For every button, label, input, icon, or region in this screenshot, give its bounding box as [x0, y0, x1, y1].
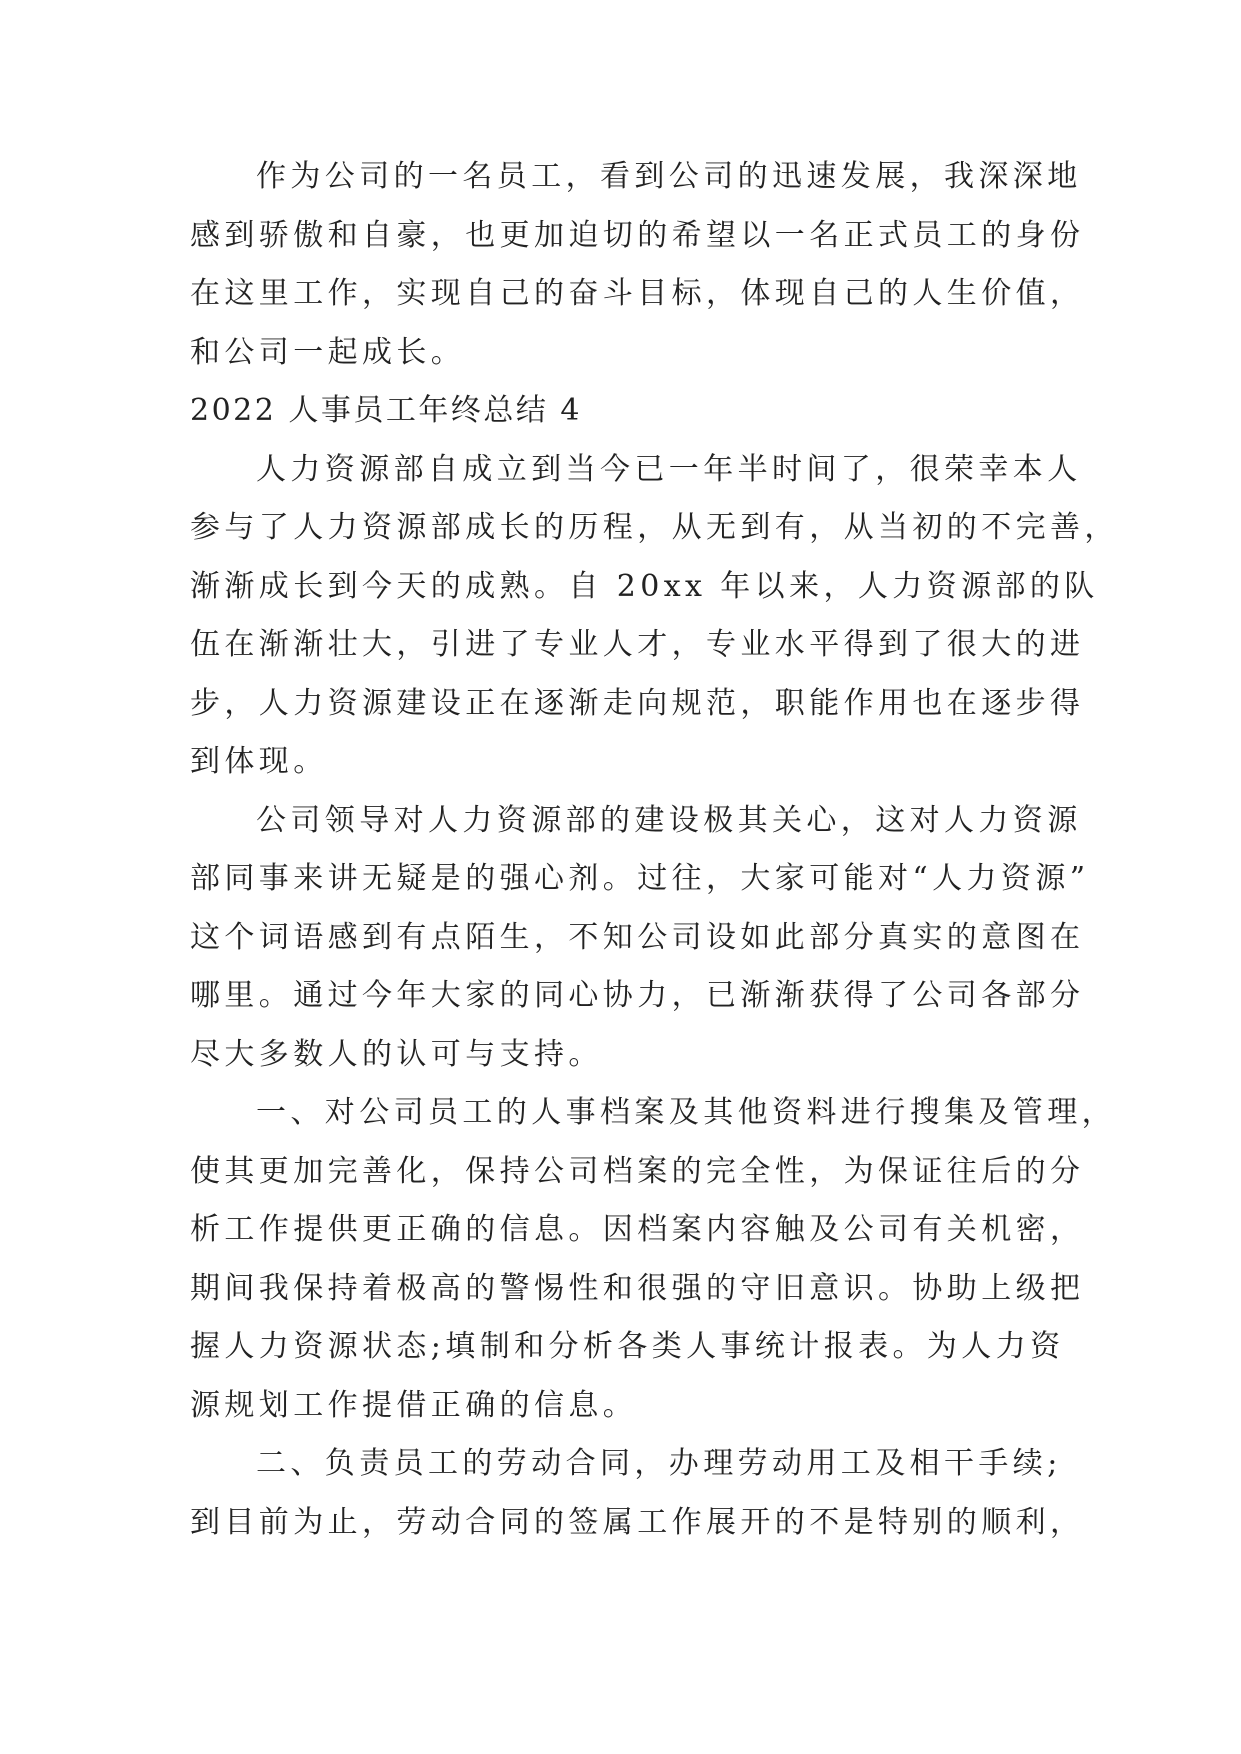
- paragraph-line: 公司领导对人力资源部的建设极其关心，这对人力资源: [256, 802, 1082, 838]
- paragraph-line: 握人力资源状态;填制和分析各类人事统计报表。为人力资: [190, 1329, 1065, 1364]
- paragraph-line: 源规划工作提借正确的信息。: [190, 1387, 638, 1423]
- paragraph-line: 在这里工作，实现自己的奋斗目标，体现自己的人生价值，: [190, 276, 1085, 311]
- section-heading: 2022 人事员工年终总结 4: [190, 393, 583, 428]
- paragraph-line: 参与了人力资源部成长的历程，从无到有，从当初的不完善，: [190, 510, 1119, 545]
- paragraph-line: 伍在渐渐壮大，引进了专业人才，专业水平得到了很大的进: [190, 627, 1085, 662]
- paragraph-line: 部同事来讲无疑是的强心剂。过往，大家可能对“人力资源”: [190, 861, 1090, 896]
- paragraph-line: 一、对公司员工的人事档案及其他资料进行搜集及管理，: [256, 1095, 1116, 1130]
- paragraph-line: 步，人力资源建设正在逐渐走向规范，职能作用也在逐步得: [190, 685, 1085, 721]
- paragraph-line: 到目前为止，劳动合同的签属工作展开的不是特别的顺利，: [190, 1504, 1085, 1540]
- paragraph-line: 人力资源部自成立到当今已一年半时间了，很荣幸本人: [256, 451, 1082, 487]
- paragraph-line: 尽大多数人的认可与支持。: [190, 1036, 603, 1072]
- paragraph-line: 析工作提供更正确的信息。因档案内容触及公司有关机密，: [190, 1212, 1085, 1247]
- paragraph-line: 这个词语感到有点陌生，不知公司设如此部分真实的意图在: [190, 919, 1085, 955]
- paragraph-line: 哪里。通过今年大家的同心协力，已渐渐获得了公司各部分: [190, 978, 1085, 1013]
- paragraph-line: 期间我保持着极高的警惕性和很强的守旧意识。协助上级把: [190, 1270, 1085, 1306]
- paragraph-line: 到体现。: [190, 744, 328, 779]
- paragraph-line: 渐渐成长到今天的成熟。自 20xx 年以来，人力资源部的队: [190, 568, 1099, 604]
- paragraph-line: 感到骄傲和自豪，也更加迫切的希望以一名正式员工的身份: [190, 217, 1085, 253]
- paragraph-line: 和公司一起成长。: [190, 334, 466, 370]
- document-body: [190, 148, 1119, 1552]
- paragraph-line: 使其更加完善化，保持公司档案的完全性，为保证往后的分: [190, 1153, 1085, 1189]
- paragraph-line: 二、负责员工的劳动合同，办理劳动用工及相干手续;: [256, 1446, 1062, 1481]
- paragraph-line: 作为公司的一名员工，看到公司的迅速发展，我深深地: [256, 159, 1082, 194]
